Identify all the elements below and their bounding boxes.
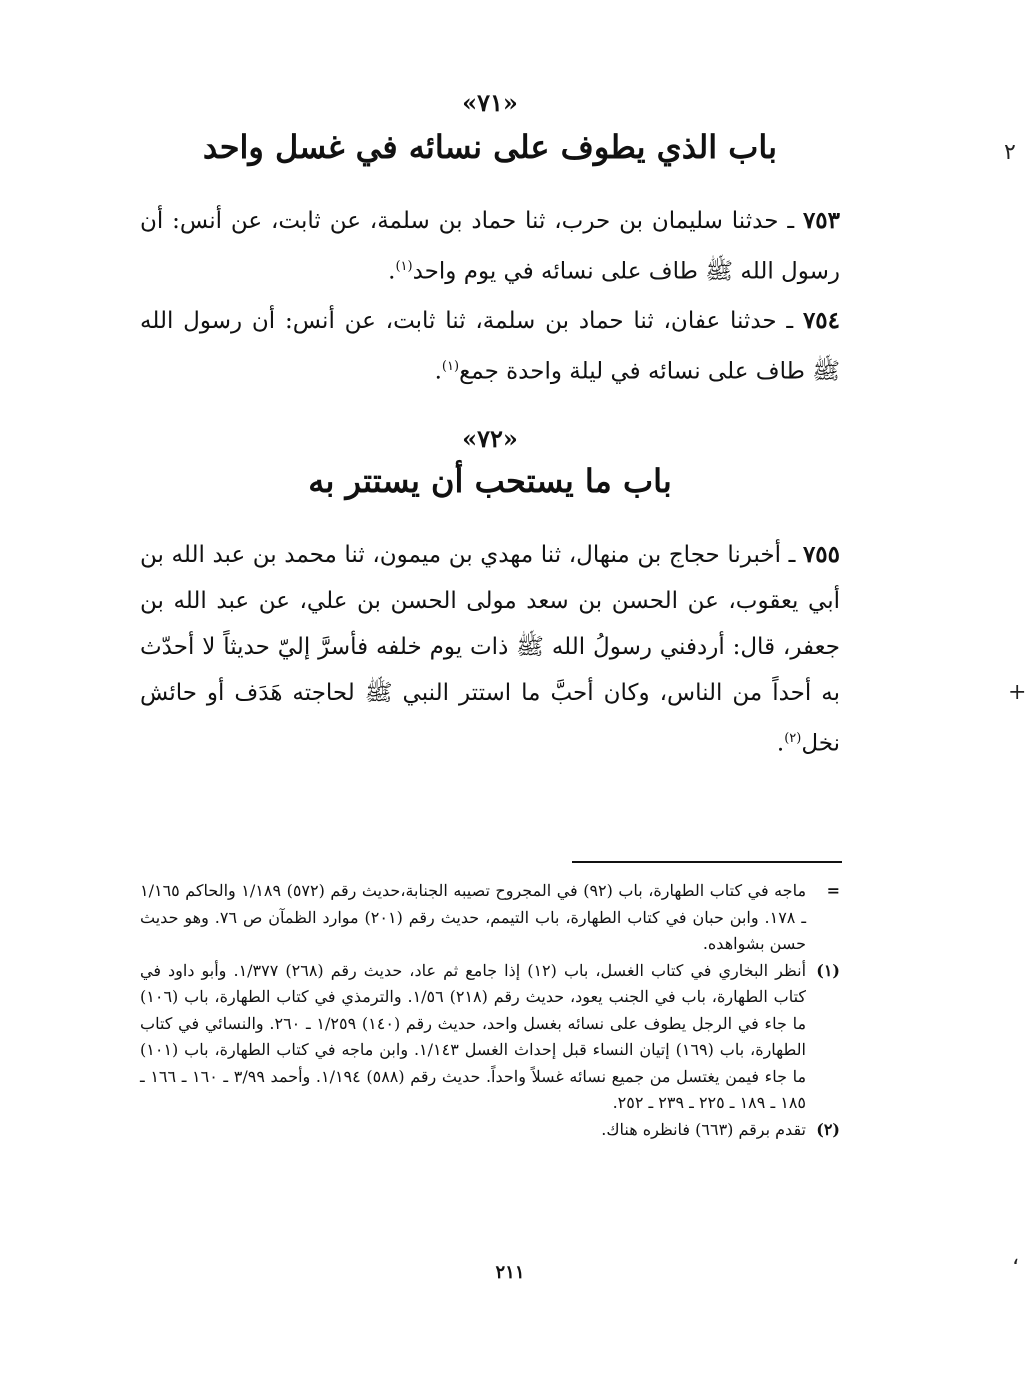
footnote-text: ماجه في كتاب الطهارة، باب (٩٢) في المجروح تصيبه الجنابة،حديث رقم (٥٧٢) ١/١٨٩ والحاكم ١/١٦٥ ـ ١٧٨. وابن حبان في كتاب الطهارة، باب التيمم، حديث رقم (٢٠١) موارد الظمآن ص ٧٦. وهو حديث حسن بشواهده. [140, 881, 807, 953]
margin-mark-top: ٢ [1004, 140, 1016, 165]
footnotes [140, 878, 840, 1143]
hadith-text: ـ حدثنا عفان، ثنا حماد بن سلمة، ثنا ثابت، عن أنس: أن رسول الله ﷺ طاف على نسائه في ليلة واحدة جمع [140, 308, 840, 385]
page-number: ٢١١ [495, 1262, 525, 1283]
chapter-title: باب الذي يطوف على نسائه في غسل واحد [202, 128, 778, 166]
hadith-paragraph [140, 298, 840, 395]
footnote-mark: = [826, 881, 840, 900]
hadith-paragraph [140, 198, 840, 295]
margin-mark-middle: + [1008, 680, 1026, 705]
hadith-end: . [776, 730, 785, 757]
hadith-number: ٧٥٥ [802, 541, 840, 568]
chapter-title: باب ما يستحب أن يستتر به [308, 462, 672, 500]
hadith-end: . [434, 358, 442, 385]
footnote-ref[interactable]: (٢) [784, 731, 802, 746]
footnote-divider [572, 861, 842, 863]
hadith-end: . [388, 258, 396, 285]
footnote-ref[interactable]: (١) [441, 359, 460, 374]
hadith-text: ـ أخبرنا حجاج بن منهال، ثنا مهدي بن ميمون، ثنا محمد بن عبد الله بن أبي يعقوب، عن الحسن بن سعد مولى الحسن بن علي، عن عبد الله بن جعفر، قال: أردفني رسولُ الله ﷺ ذات يوم خلفه فأسرَّ إليّ حديثاً لا أحدّث به أحداً من الناس، وكان أحبَّ ما استتر النبي ﷺ لحاجته هَدَف أو حائش نخل [140, 542, 840, 757]
hadith-paragraph [140, 532, 840, 767]
footnote-2 [140, 1117, 840, 1144]
footnote-ref[interactable]: (١) [395, 259, 413, 274]
margin-mark-bottom: ، [1012, 1245, 1020, 1270]
footnote-mark: (١) [816, 960, 840, 980]
chapter-number: «٧١» [462, 88, 518, 117]
hadith-text: ـ حدثنا سليمان بن حرب، ثنا حماد بن سلمة، عن ثابت، عن أنس: أن رسول الله ﷺ طاف على نسائه في يوم واحد [140, 208, 840, 285]
footnote-text: أنظر البخاري في كتاب الغسل، باب (١٢) إذا جامع ثم عاد، حديث رقم (٢٦٨) ١/٣٧٧. وأبو داود في كتاب الطهارة، باب في الجنب يعود، حديث رقم (٢١٨) ١/٥٦. والترمذي في كتاب الطهارة، باب (١٠٦) ما جاء في الرجل يطوف على نسائه بغسل واحد، حديث رقم (١٤٠) ١/٢٥٩ ـ ٢٦٠. والنسائي في كتاب الطهارة، باب (١٦٩) إتيان النساء قبل إحداث الغسل ١/١٤٣. وابن ماجه في كتاب الطهارة، باب (١٠١) ما جاء فيمن يغتسل من جميع نسائه غسلاً واحداً. حديث رقم (٥٨٨) ١/١٩٤. وأحمد ٣/٩٩ ـ ١٦٠ ـ ١٦٦ ـ ١٨٥ ـ ١٨٩ ـ ٢٢٥ ـ ٢٣٩ ـ ٢٥٢. [140, 960, 807, 1112]
hadith-number: ٧٥٣ [802, 207, 840, 234]
footnote-1 [140, 958, 840, 1117]
footnote-continuation [140, 878, 840, 958]
footnote-text: تقدم برقم (٦٦٣) فانظره هناك. [601, 1119, 806, 1139]
footnote-mark: (٢) [816, 1119, 840, 1139]
hadith-number: ٧٥٤ [802, 307, 840, 334]
chapter-number: «٧٢» [462, 424, 518, 453]
